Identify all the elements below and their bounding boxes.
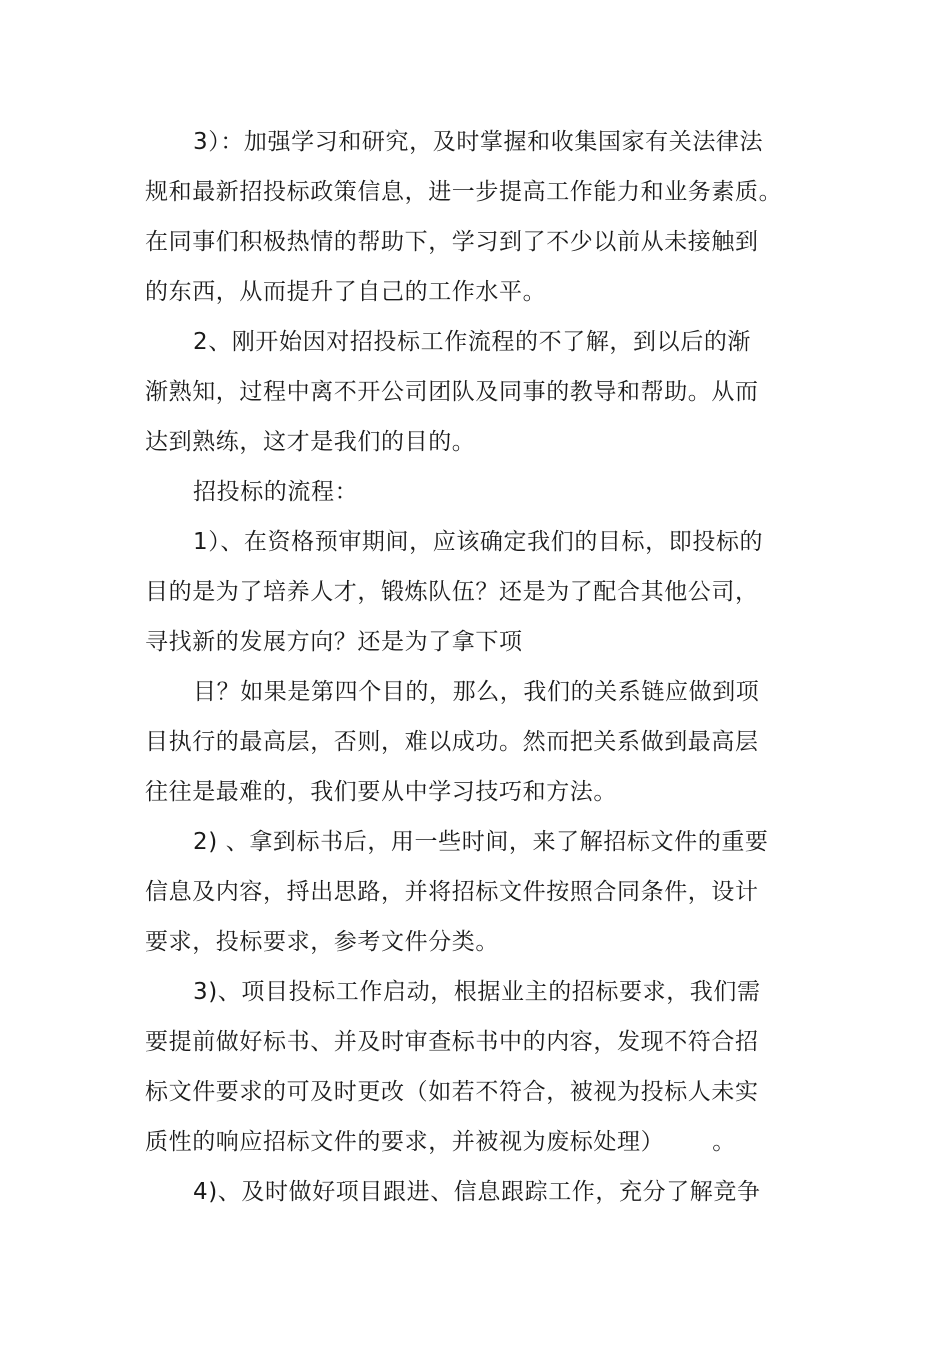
text-line-4: 的东西，从而提升了自己的工作水平。 xyxy=(145,279,547,305)
section-heading: 招投标的流程： xyxy=(193,479,359,505)
text-line-21-body: 质性的响应招标文件的要求，并被视为废标处理） xyxy=(145,1129,665,1155)
text-line-1: 3）：加强学习和研究，及时掌握和收集国家有关法律法 xyxy=(193,129,764,155)
text-line-18: 3)、项目投标工作启动，根据业主的招标要求，我们需 xyxy=(193,979,761,1005)
text-line-17: 要求，投标要求，参考文件分类。 xyxy=(145,929,499,955)
text-line-19: 要提前做好标书、并及时审查标书中的内容，发现不符合招 xyxy=(145,1029,759,1055)
text-line-11: 寻找新的发展方向？还是为了拿下项 xyxy=(145,629,523,655)
trailing-period: 。 xyxy=(712,1129,736,1155)
text-line-7: 达到熟练，这才是我们的目的。 xyxy=(145,429,476,455)
text-line-15: 2) 、拿到标书后，用一些时间，来了解招标文件的重要 xyxy=(193,829,769,855)
text-line-12: 目？如果是第四个目的，那么，我们的关系链应做到项 xyxy=(193,679,760,705)
text-line-14: 往往是最难的，我们要从中学习技巧和方法。 xyxy=(145,779,617,805)
text-line-21 xyxy=(145,1127,736,1157)
text-line-10: 目的是为了培养人才，锻炼队伍？还是为了配合其他公司， xyxy=(145,579,759,605)
text-line-9: 1）、在资格预审期间，应该确定我们的目标，即投标的 xyxy=(193,529,764,555)
text-line-22: 4)、及时做好项目跟进、信息跟踪工作，充分了解竞争 xyxy=(193,1179,761,1205)
text-line-13: 目执行的最高层，否则，难以成功。然而把关系做到最高层 xyxy=(145,729,759,755)
text-line-6: 渐熟知，过程中离不开公司团队及同事的教导和帮助。从而 xyxy=(145,379,759,405)
text-line-20: 标文件要求的可及时更改（如若不符合，被视为投标人未实 xyxy=(145,1079,759,1105)
text-line-3: 在同事们积极热情的帮助下，学习到了不少以前从未接触到 xyxy=(145,229,759,255)
text-line-5: 2、刚开始因对招投标工作流程的不了解，到以后的渐 xyxy=(193,329,752,355)
text-line-2: 规和最新招投标政策信息，进一步提高工作能力和业务素质。 xyxy=(145,179,783,205)
text-line-16: 信息及内容，捋出思路，并将招标文件按照合同条件，设计 xyxy=(145,879,759,905)
